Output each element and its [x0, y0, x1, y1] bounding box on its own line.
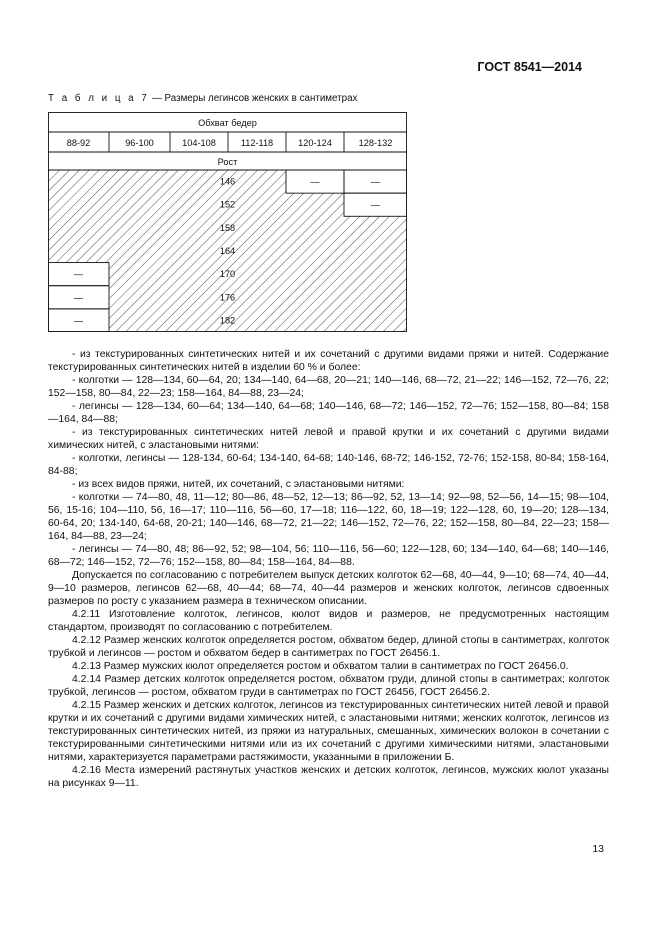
- size-table-grid: [48, 112, 407, 332]
- height-label: 176: [219, 292, 236, 303]
- dash-mark: —: [370, 199, 381, 210]
- height-header: Рост: [217, 157, 238, 167]
- paragraph: - из текстурированных синтетических нитей и их сочетаний с другими видами пряжи и нитей. Содержание текстурированных синтетических нитей в изделии 60 % и более:: [48, 349, 609, 373]
- hip-size-label: 120-124: [298, 138, 332, 148]
- hip-size-label: 112-118: [240, 138, 274, 148]
- paragraph: Допускается по согласованию с потребителем выпуск детских колготок 62—68, 40—44, 9—10; 68—74, 40—44, 9—10 размеров, легинсов 62—68, 40—44; 68—74, 40—44 размеров и женских колготок, легинсов сдвоенных размеров по росту с указанием размера в техническом описании.: [48, 570, 609, 607]
- paragraph: - колготки — 128—134, 60—64, 20; 134—140, 64—68, 20—21; 140—146, 68—72, 21—22; 146—152, 72—76, 22; 152—158, 80—84, 22—23; 158—164, 84—88, 23—24;: [48, 375, 609, 399]
- paragraph: - из текстурированных синтетических нитей левой и правой крутки и их сочетаний с другими видами химических нитей, с эластановыми нитями:: [48, 427, 609, 451]
- dash-mark: —: [73, 269, 84, 280]
- paragraph: 4.2.12 Размер женских колготок определяется ростом, обхватом бедер, длиной стопы в сантиметрах, колготок трубкой и легинсов — ростом и обхватом бедер в сантиметрах по ГОСТ 26456.1.: [48, 635, 609, 659]
- hip-header: Обхват бедер: [198, 118, 257, 128]
- table-caption-prefix: Т а б л и ц а 7: [48, 93, 150, 104]
- paragraph: 4.2.11 Изготовление колготок, легинсов, кюлот видов и размеров, не предусмотренных настоящим стандартом, производят по согласованию с потребителем.: [48, 609, 609, 633]
- dash-mark: —: [73, 292, 84, 303]
- paragraph: - из всех видов пряжи, нитей, их сочетаний, с эластановыми нитями:: [72, 479, 405, 490]
- paragraph: 4.2.16 Места измерений растянутых участков женских и детских колготок, легинсов, мужских кюлот указаны на рисунках 9—11.: [48, 765, 609, 789]
- height-label: 158: [219, 222, 236, 233]
- paragraph: - колготки — 74—80, 48, 11—12; 80—86, 48—52, 12—13; 86—92, 52, 13—14; 92—98, 52—56, 14—15; 98—104, 56, 15-16; 104—110, 56, 16—17; 110—116, 56—60, 17—18; 116—122, 60, 18—19; 122—128, 60, 19—20; 128—134, 60-64, 20; 134-140, 64-68, 20-21; 140—146, 68—72, 21—22; 146—152, 72—76, 22; 152—158, 80—84, 22—23; 158—164, 84—88, 23—24;: [48, 492, 609, 542]
- size-table: [48, 112, 407, 332]
- height-label: 152: [219, 199, 236, 210]
- hip-size-label: 104-108: [182, 138, 216, 148]
- hip-size-label: 128-132: [358, 138, 393, 148]
- table-caption-title: — Размеры легинсов женских в сантиметрах: [149, 93, 358, 104]
- hip-size-label: 88-92: [66, 138, 91, 148]
- paragraph: - колготки, легинсы — 128-134, 60-64; 134-140, 64-68; 140-146, 68-72; 146-152, 72-76; 152-158, 80-84; 158-164, 84-88;: [48, 453, 609, 477]
- standard-code: ГОСТ 8541—2014: [477, 60, 582, 74]
- hip-size-label: 96-100: [125, 138, 154, 148]
- dash-mark: —: [310, 176, 320, 187]
- table-caption: [48, 93, 357, 104]
- dash-mark: —: [370, 176, 381, 187]
- paragraph: - легинсы — 128—134, 60—64; 134—140, 64—68; 140—146, 68—72; 146—152, 72—76; 152—158, 80—84; 158—164, 84—88;: [48, 401, 609, 425]
- paragraph: 4.2.15 Размер женских и детских колготок, легинсов из текстурированных синтетических нитей левой и правой крутки и их сочетаний с другими видами химических нитей, с эластановыми нитями; женских колготок, легинсов из текстурированных синтетических нитей, из пряжи из натуральных, смешанных, химических волокон в сочетании с текстурированными синтетическими нитями или из их сочетаний с другими химическими нитями, эластановыми нитями, характеризуется параметрами растяжимости, указанными в приложении Б.: [48, 700, 609, 763]
- paragraph: 4.2.14 Размер детских колготок определяется ростом, обхватом груди, длиной стопы в сантиметрах; колготок трубкой, легинсов — ростом, обхватом груди в сантиметрах по ГОСТ 26456, ГОСТ 26456.2.: [48, 674, 609, 698]
- height-label: 182: [219, 315, 236, 326]
- body-text: [48, 348, 609, 790]
- paragraph: - легинсы — 74—80, 48; 86—92, 52; 98—104, 56; 110—116, 56—60; 122—128, 60; 134—140, 64—68; 140—146, 68—72; 146—152, 72—76; 152—158, 80—84; 158—164, 84—88.: [48, 544, 609, 568]
- height-label: 146: [219, 176, 236, 187]
- height-label: 164: [219, 246, 236, 256]
- page-number: 13: [592, 843, 604, 855]
- paragraph: 4.2.13 Размер мужских кюлот определяется ростом и обхватом талии в сантиметрах по ГОСТ 26456.0.: [72, 661, 569, 672]
- dash-mark: —: [73, 315, 84, 326]
- height-label: 170: [219, 269, 236, 280]
